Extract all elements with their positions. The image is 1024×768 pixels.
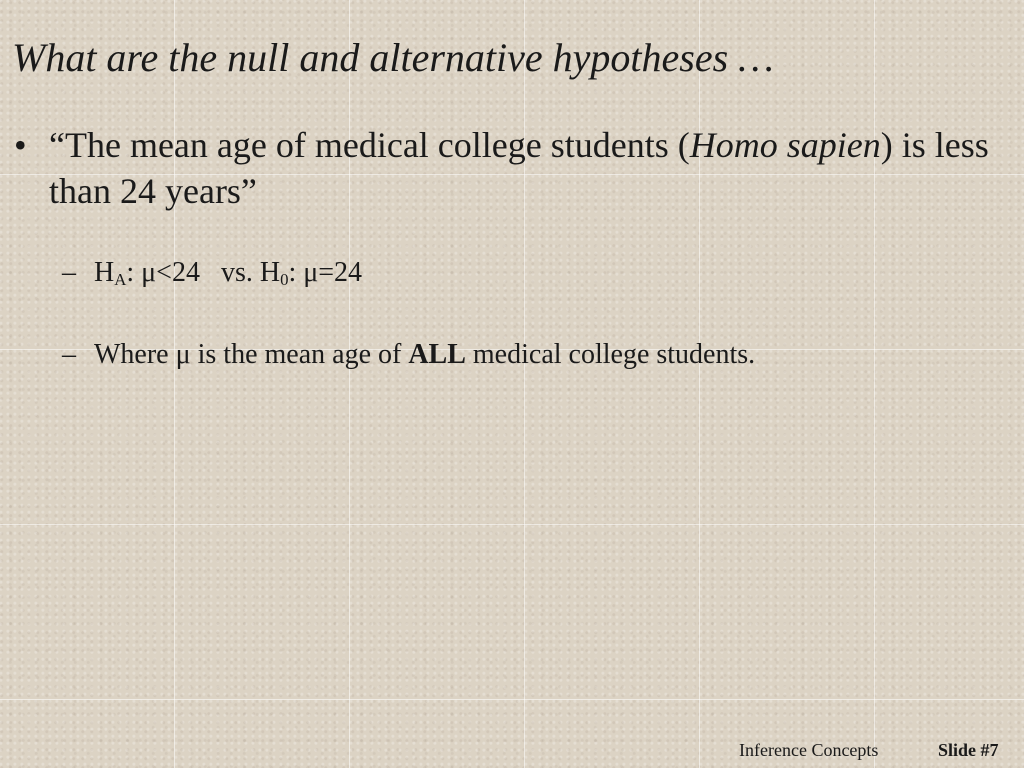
species-name: Homo sapien bbox=[689, 125, 881, 165]
hypothesis-text: : μ<24 vs. H bbox=[126, 257, 281, 288]
null-hypothesis-text: : μ=24 bbox=[288, 257, 363, 288]
bullet-marker: • bbox=[14, 125, 27, 165]
emphasis-all: ALL bbox=[408, 339, 466, 370]
bullet-item bbox=[0, 122, 1000, 214]
bullet-text-end: ) is less than 24 years” bbox=[49, 125, 989, 211]
alt-subscript: A bbox=[114, 270, 127, 290]
sub-item-definition bbox=[0, 338, 1000, 372]
bullet-text-start: “The mean age of medical college students ( bbox=[49, 125, 690, 165]
null-subscript: 0 bbox=[280, 270, 289, 290]
bullet-list bbox=[0, 122, 1000, 372]
footer-title: Inference Concepts bbox=[739, 740, 879, 760]
sub-item-hypotheses bbox=[0, 256, 1000, 290]
dash-marker: – bbox=[62, 257, 76, 288]
h-letter: H bbox=[94, 257, 115, 288]
slide-number: Slide #7 bbox=[938, 740, 999, 760]
dash-marker: – bbox=[62, 339, 76, 370]
slide-title: What are the null and alternative hypotheses … bbox=[12, 35, 774, 80]
definition-text-end: medical college students. bbox=[465, 339, 756, 370]
definition-text-start: Where μ is the mean age of bbox=[94, 339, 409, 370]
